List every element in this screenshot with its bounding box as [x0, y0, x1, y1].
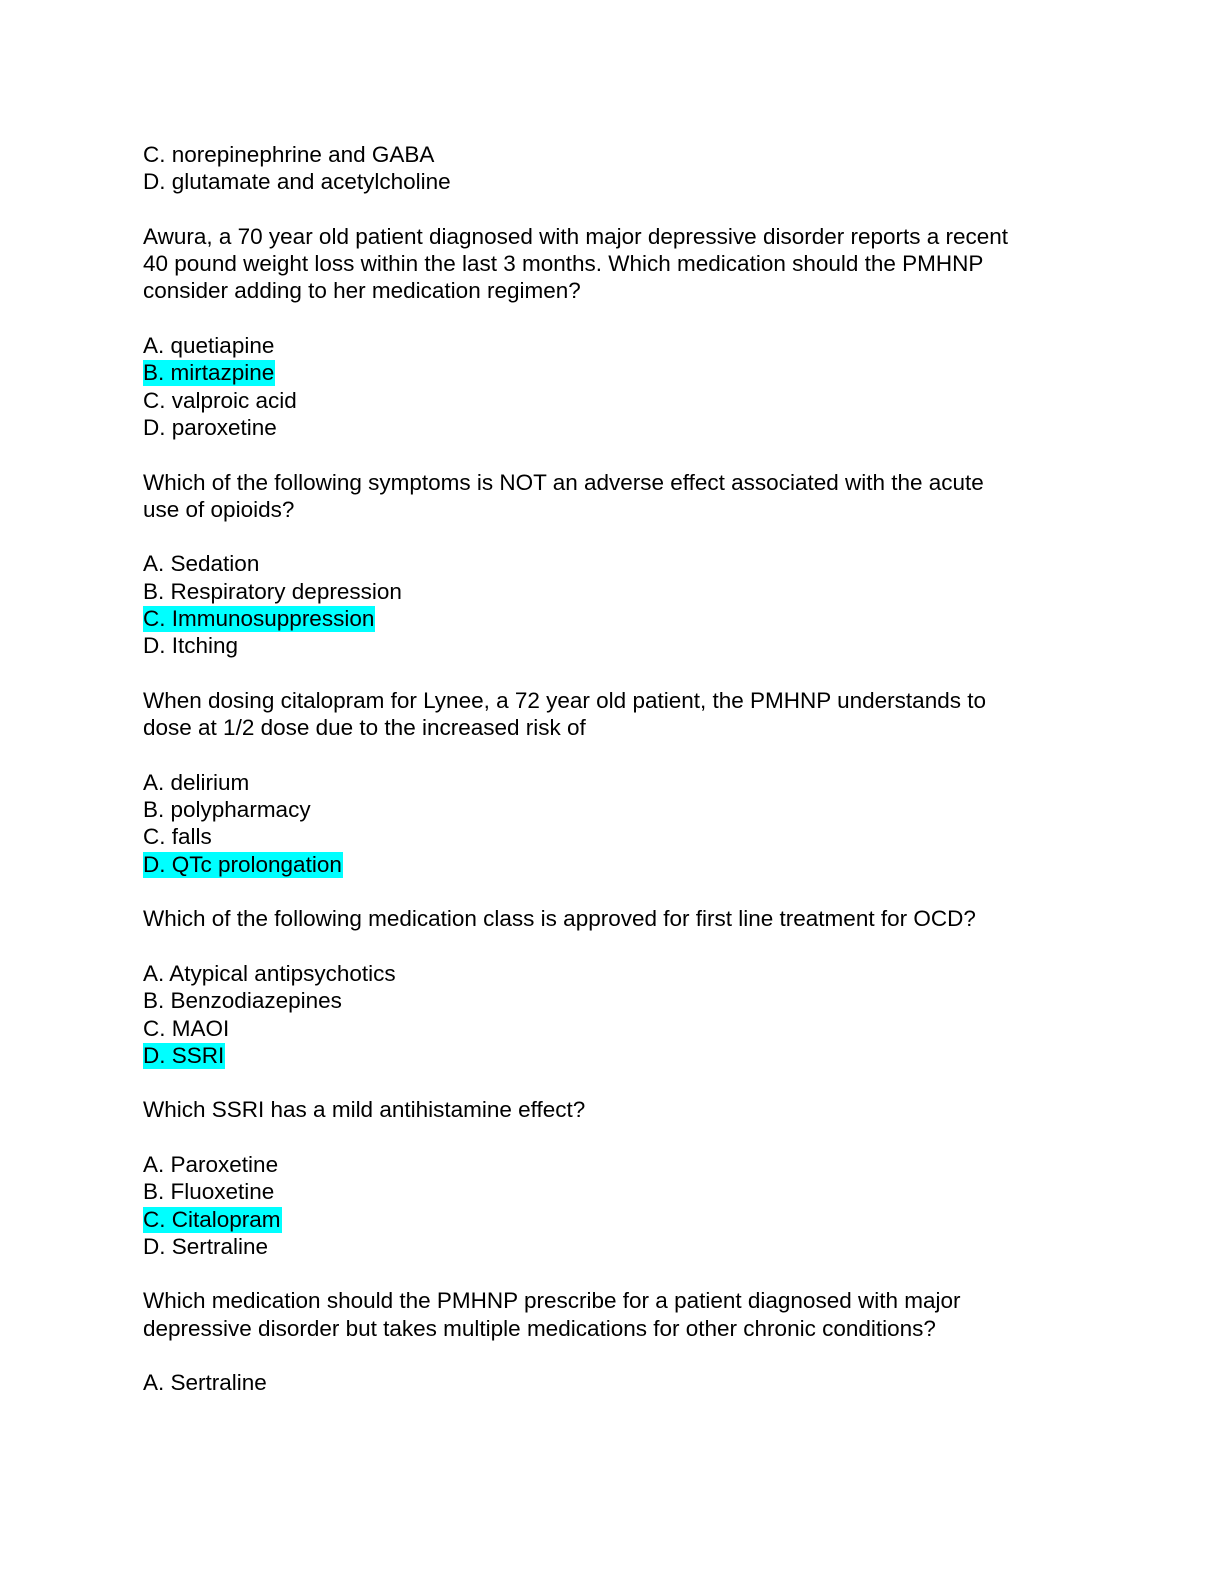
- option-line: [143, 851, 1073, 878]
- spacer: [143, 1342, 1073, 1369]
- option-text: B. Benzodiazepines: [143, 988, 342, 1014]
- option-line: [143, 168, 1073, 195]
- document-page: [143, 141, 1073, 1397]
- stem-text: Which medication should the PMHNP prescribe for a patient diagnosed with major: [143, 1288, 961, 1314]
- option-text: A. Paroxetine: [143, 1151, 279, 1177]
- stem-text: Which of the following symptoms is NOT an adverse effect associated with the acute: [143, 469, 984, 495]
- highlighted-answer: D. QTc prolongation: [143, 851, 342, 877]
- question-stem-line: [143, 250, 1073, 277]
- spacer: [143, 523, 1073, 550]
- highlighted-answer: B. mirtazpine: [143, 360, 275, 386]
- option-line: [143, 605, 1073, 632]
- question-stem-line: [143, 687, 1073, 714]
- option-text: B. polypharmacy: [143, 797, 311, 823]
- option-text: A. Atypical antipsychotics: [143, 960, 396, 986]
- question-stem-line: [143, 905, 1073, 932]
- question-stem-line: [143, 714, 1073, 741]
- option-line: [143, 550, 1073, 577]
- question-stem-line: [143, 223, 1073, 250]
- question-stem-line: [143, 496, 1073, 523]
- option-line: [143, 796, 1073, 823]
- spacer: [143, 196, 1073, 223]
- spacer: [143, 933, 1073, 960]
- option-text: B. Fluoxetine: [143, 1179, 275, 1205]
- option-line: [143, 769, 1073, 796]
- spacer: [143, 305, 1073, 332]
- spacer: [143, 878, 1073, 905]
- stem-text: depressive disorder but takes multiple medications for other chronic conditions?: [143, 1315, 936, 1341]
- option-line: [143, 1178, 1073, 1205]
- lead-options: [143, 141, 1073, 196]
- stem-text: dose at 1/2 dose due to the increased risk of: [143, 715, 586, 741]
- option-line: [143, 1369, 1073, 1396]
- option-line: [143, 387, 1073, 414]
- question-block: [143, 687, 1073, 878]
- stem-text: When dosing citalopram for Lynee, a 72 year old patient, the PMHNP understands to: [143, 687, 986, 713]
- option-text: C. MAOI: [143, 1015, 230, 1041]
- spacer: [143, 441, 1073, 468]
- option-line: [143, 632, 1073, 659]
- spacer: [143, 1124, 1073, 1151]
- spacer: [143, 742, 1073, 769]
- highlighted-answer: D. SSRI: [143, 1042, 225, 1068]
- stem-text: Which of the following medication class is approved for first line treatment for OCD?: [143, 906, 976, 932]
- highlighted-answer: C. Immunosuppression: [143, 606, 375, 632]
- option-line: [143, 960, 1073, 987]
- stem-text: 40 pound weight loss within the last 3 months. Which medication should the PMHNP: [143, 251, 984, 277]
- option-line: [143, 141, 1073, 168]
- question-block: [143, 469, 1073, 660]
- option-text: C. falls: [143, 824, 212, 850]
- option-text: C. norepinephrine and GABA: [143, 142, 435, 167]
- option-line: [143, 578, 1073, 605]
- option-line: [143, 1015, 1073, 1042]
- question-stem-line: [143, 1315, 1073, 1342]
- highlighted-answer: C. Citalopram: [143, 1206, 281, 1232]
- option-text: A. Sertraline: [143, 1370, 267, 1396]
- spacer: [143, 1260, 1073, 1287]
- option-text: A. Sedation: [143, 551, 260, 577]
- option-text: D. glutamate and acetylcholine: [143, 169, 451, 195]
- option-line: [143, 1233, 1073, 1260]
- stem-text: Awura, a 70 year old patient diagnosed with major depressive disorder reports a recent: [143, 223, 1009, 249]
- stem-text: consider adding to her medication regimen?: [143, 278, 581, 304]
- question-stem-line: [143, 1287, 1073, 1314]
- option-text: A. quetiapine: [143, 333, 275, 359]
- question-stem-line: [143, 469, 1073, 496]
- stem-text: use of opioids?: [143, 496, 295, 522]
- option-text: B. Respiratory depression: [143, 578, 402, 604]
- spacer: [143, 1069, 1073, 1096]
- option-line: [143, 823, 1073, 850]
- option-line: [143, 1206, 1073, 1233]
- spacer: [143, 660, 1073, 687]
- option-text: D. paroxetine: [143, 414, 277, 440]
- option-line: [143, 987, 1073, 1014]
- question-block: [143, 223, 1073, 441]
- option-text: C. valproic acid: [143, 387, 297, 413]
- question-stem-line: [143, 277, 1073, 304]
- option-text: D. Sertraline: [143, 1233, 269, 1259]
- option-line: [143, 414, 1073, 441]
- stem-text: Which SSRI has a mild antihistamine effect?: [143, 1097, 586, 1123]
- option-text: A. delirium: [143, 769, 250, 795]
- option-line: [143, 359, 1073, 386]
- option-line: [143, 332, 1073, 359]
- option-text: D. Itching: [143, 633, 239, 659]
- question-block: [143, 1096, 1073, 1260]
- question-block: [143, 905, 1073, 1069]
- option-line: [143, 1151, 1073, 1178]
- question-block: [143, 1287, 1073, 1396]
- question-stem-line: [143, 1096, 1073, 1123]
- option-line: [143, 1042, 1073, 1069]
